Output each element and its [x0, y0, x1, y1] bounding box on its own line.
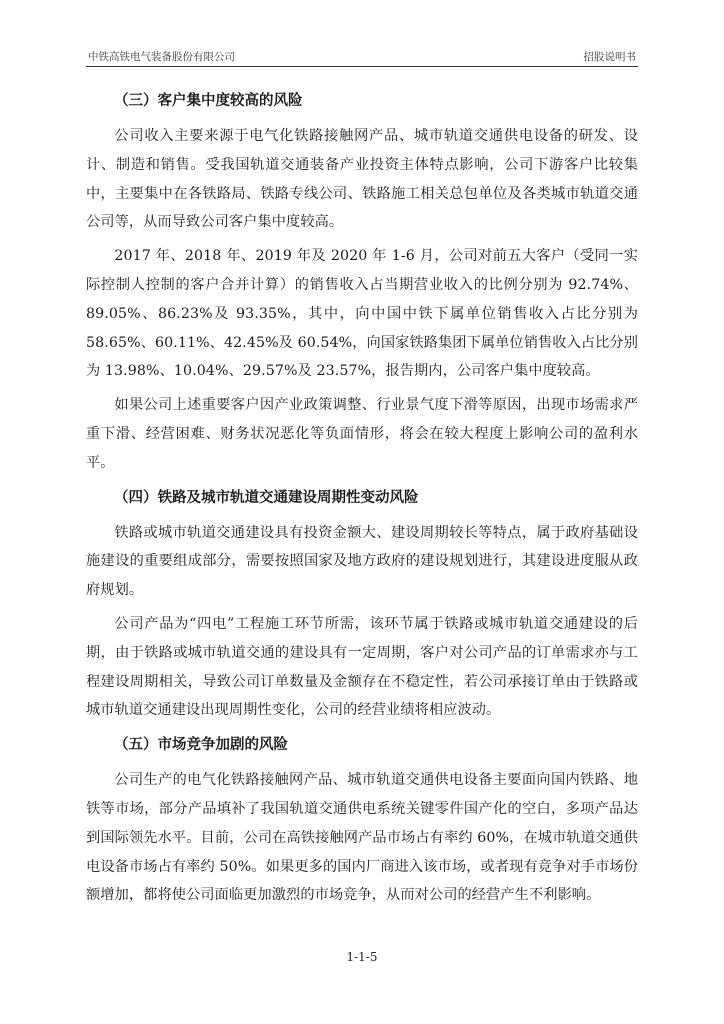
section-title-construction-cycle: （四）铁路及城市轨道交通建设周期性变动风险: [114, 489, 419, 506]
paragraph: 公司生产的电气化铁路接触网产品、城市轨道交通供电设备主要面向国内铁路、地铁等市场，部分产品填补了我国轨道交通供电系统关键零件国产化的空白，多项产品达到国际领先水平。目前，公司在高铁接触网产品市场占有率约 60%，在城市轨道交通供电设备市场占有率约 50%。如果更多的国内厂商进入该市场，或者现有竞争对手市场份额增加，都将使公司面临更加激烈的市场竞争，从而对公司的经营产生不利影响。: [86, 772, 638, 904]
page-header: [86, 44, 638, 67]
paragraph: 铁路或城市轨道交通建设具有投资金额大、建设周期较长等特点，属于政府基础设施建设的重要组成部分，需要按照国家及地方政府的建设规划进行，其建设进度服从政府规划。: [86, 524, 638, 599]
header-document-type: 招股说明书: [583, 51, 636, 63]
paragraph: 如果公司上述重要客户因产业政策调整、行业景气度下滑等原因，出现市场需求严重下滑、经营困难、财务状况恶化等负面情形，将会在较大程度上影响公司的盈利水平。: [86, 397, 638, 471]
paragraph: 公司收入主要来源于电气化铁路接触网产品、城市轨道交通供电设备的研发、设计、制造和销售。受我国轨道交通装备产业投资主体特点影响，公司下游客户比较集中，主要集中在各铁路局、铁路专线公司、铁路施工相关总包单位及各类城市轨道交通公司等，从而导致公司客户集中度较高。: [86, 128, 638, 231]
document-body: [86, 86, 638, 915]
header-company-name: 中铁高铁电气装备股份有限公司: [88, 51, 235, 63]
paragraph: 2017 年、2018 年、2019 年及 2020 年 1-6 月，公司对前五大客户（受同一实际控制人控制的客户合并计算）的销售收入占当期营业收入的比例分别为 92.74%、89.05%、86.23%及 93.35%，其中，向中国中铁下属单位销售收入占比分别为 58.65%、60.11%、42.45%及 60.54%，向国家铁路集团下属单位销售收入占比分别为 13.98%、10.04%、29.57%及 23.57%，报告期内，公司客户集中度较高。: [86, 248, 639, 380]
section-title-customer-concentration: （三）客户集中度较高的风险: [114, 93, 303, 109]
page-number: 1-1-5: [346, 950, 378, 964]
section-title-market-competition: （五）市场竞争加剧的风险: [114, 737, 288, 754]
paragraph: 公司产品为“四电”工程施工环节所需，该环节属于铁路或城市轨道交通建设的后期，由于铁路或城市轨道交通的建设具有一定周期，客户对公司产品的订单需求亦与工程建设周期相关，导致公司订单数量及金额存在不稳定性，若公司承接订单由于铁路或城市轨道交通建设出现周期性变化，公司的经营业绩将相应波动。: [86, 615, 638, 719]
